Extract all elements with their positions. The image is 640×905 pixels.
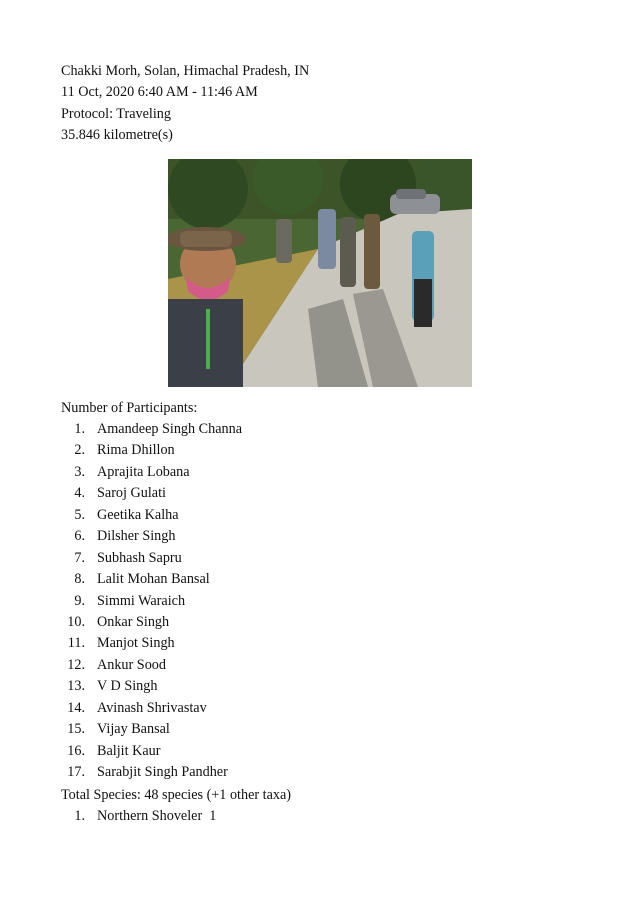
participants-list (61, 419, 242, 783)
checklist-header (61, 61, 309, 147)
list-item: 5. Geetika Kalha (74, 506, 179, 523)
datetime-text: 11 Oct, 2020 6:40 AM - 11:46 AM (61, 84, 258, 101)
list-item: 2. Rima Dhillon (74, 442, 175, 459)
species-title: Total Species: 48 species (+1 other taxa) (61, 787, 291, 803)
list-item: 8. Lalit Mohan Bansal (74, 571, 210, 588)
list-item: 9. Simmi Waraich (74, 592, 186, 609)
list-item: 1. Amandeep Singh Channa (74, 421, 242, 437)
list-item: 7. Subhash Sapru (74, 549, 182, 566)
list-item: 11. Manjot Singh (67, 635, 175, 652)
list-item: 16. Baljit Kaur (67, 742, 161, 759)
list-item: 17. Sarabjit Singh Pandher (67, 764, 228, 780)
list-item: 15. Vijay Bansal (67, 721, 170, 738)
location-text: Chakki Morh, Solan, Himachal Pradesh, IN (61, 63, 310, 79)
group-photo (168, 159, 472, 387)
list-item: 3. Aprajita Lobana (74, 463, 190, 480)
participants-title: Number of Participants: (61, 400, 198, 416)
protocol-text: Protocol: Traveling (61, 105, 171, 122)
species-list (61, 806, 217, 827)
list-item: 14. Avinash Shrivastav (67, 699, 207, 716)
list-item: 10. Onkar Singh (67, 613, 170, 630)
group-photo-illustration (168, 159, 472, 387)
list-item: 12. Ankur Sood (67, 656, 166, 673)
list-item: 13. V D Singh (67, 678, 158, 695)
list-item: 1. Northern Shoveler 1 (74, 808, 217, 824)
distance-text: 35.846 kilometre(s) (61, 127, 173, 144)
list-item: 4. Saroj Gulati (74, 485, 166, 502)
list-item: 6. Dilsher Singh (74, 528, 176, 545)
